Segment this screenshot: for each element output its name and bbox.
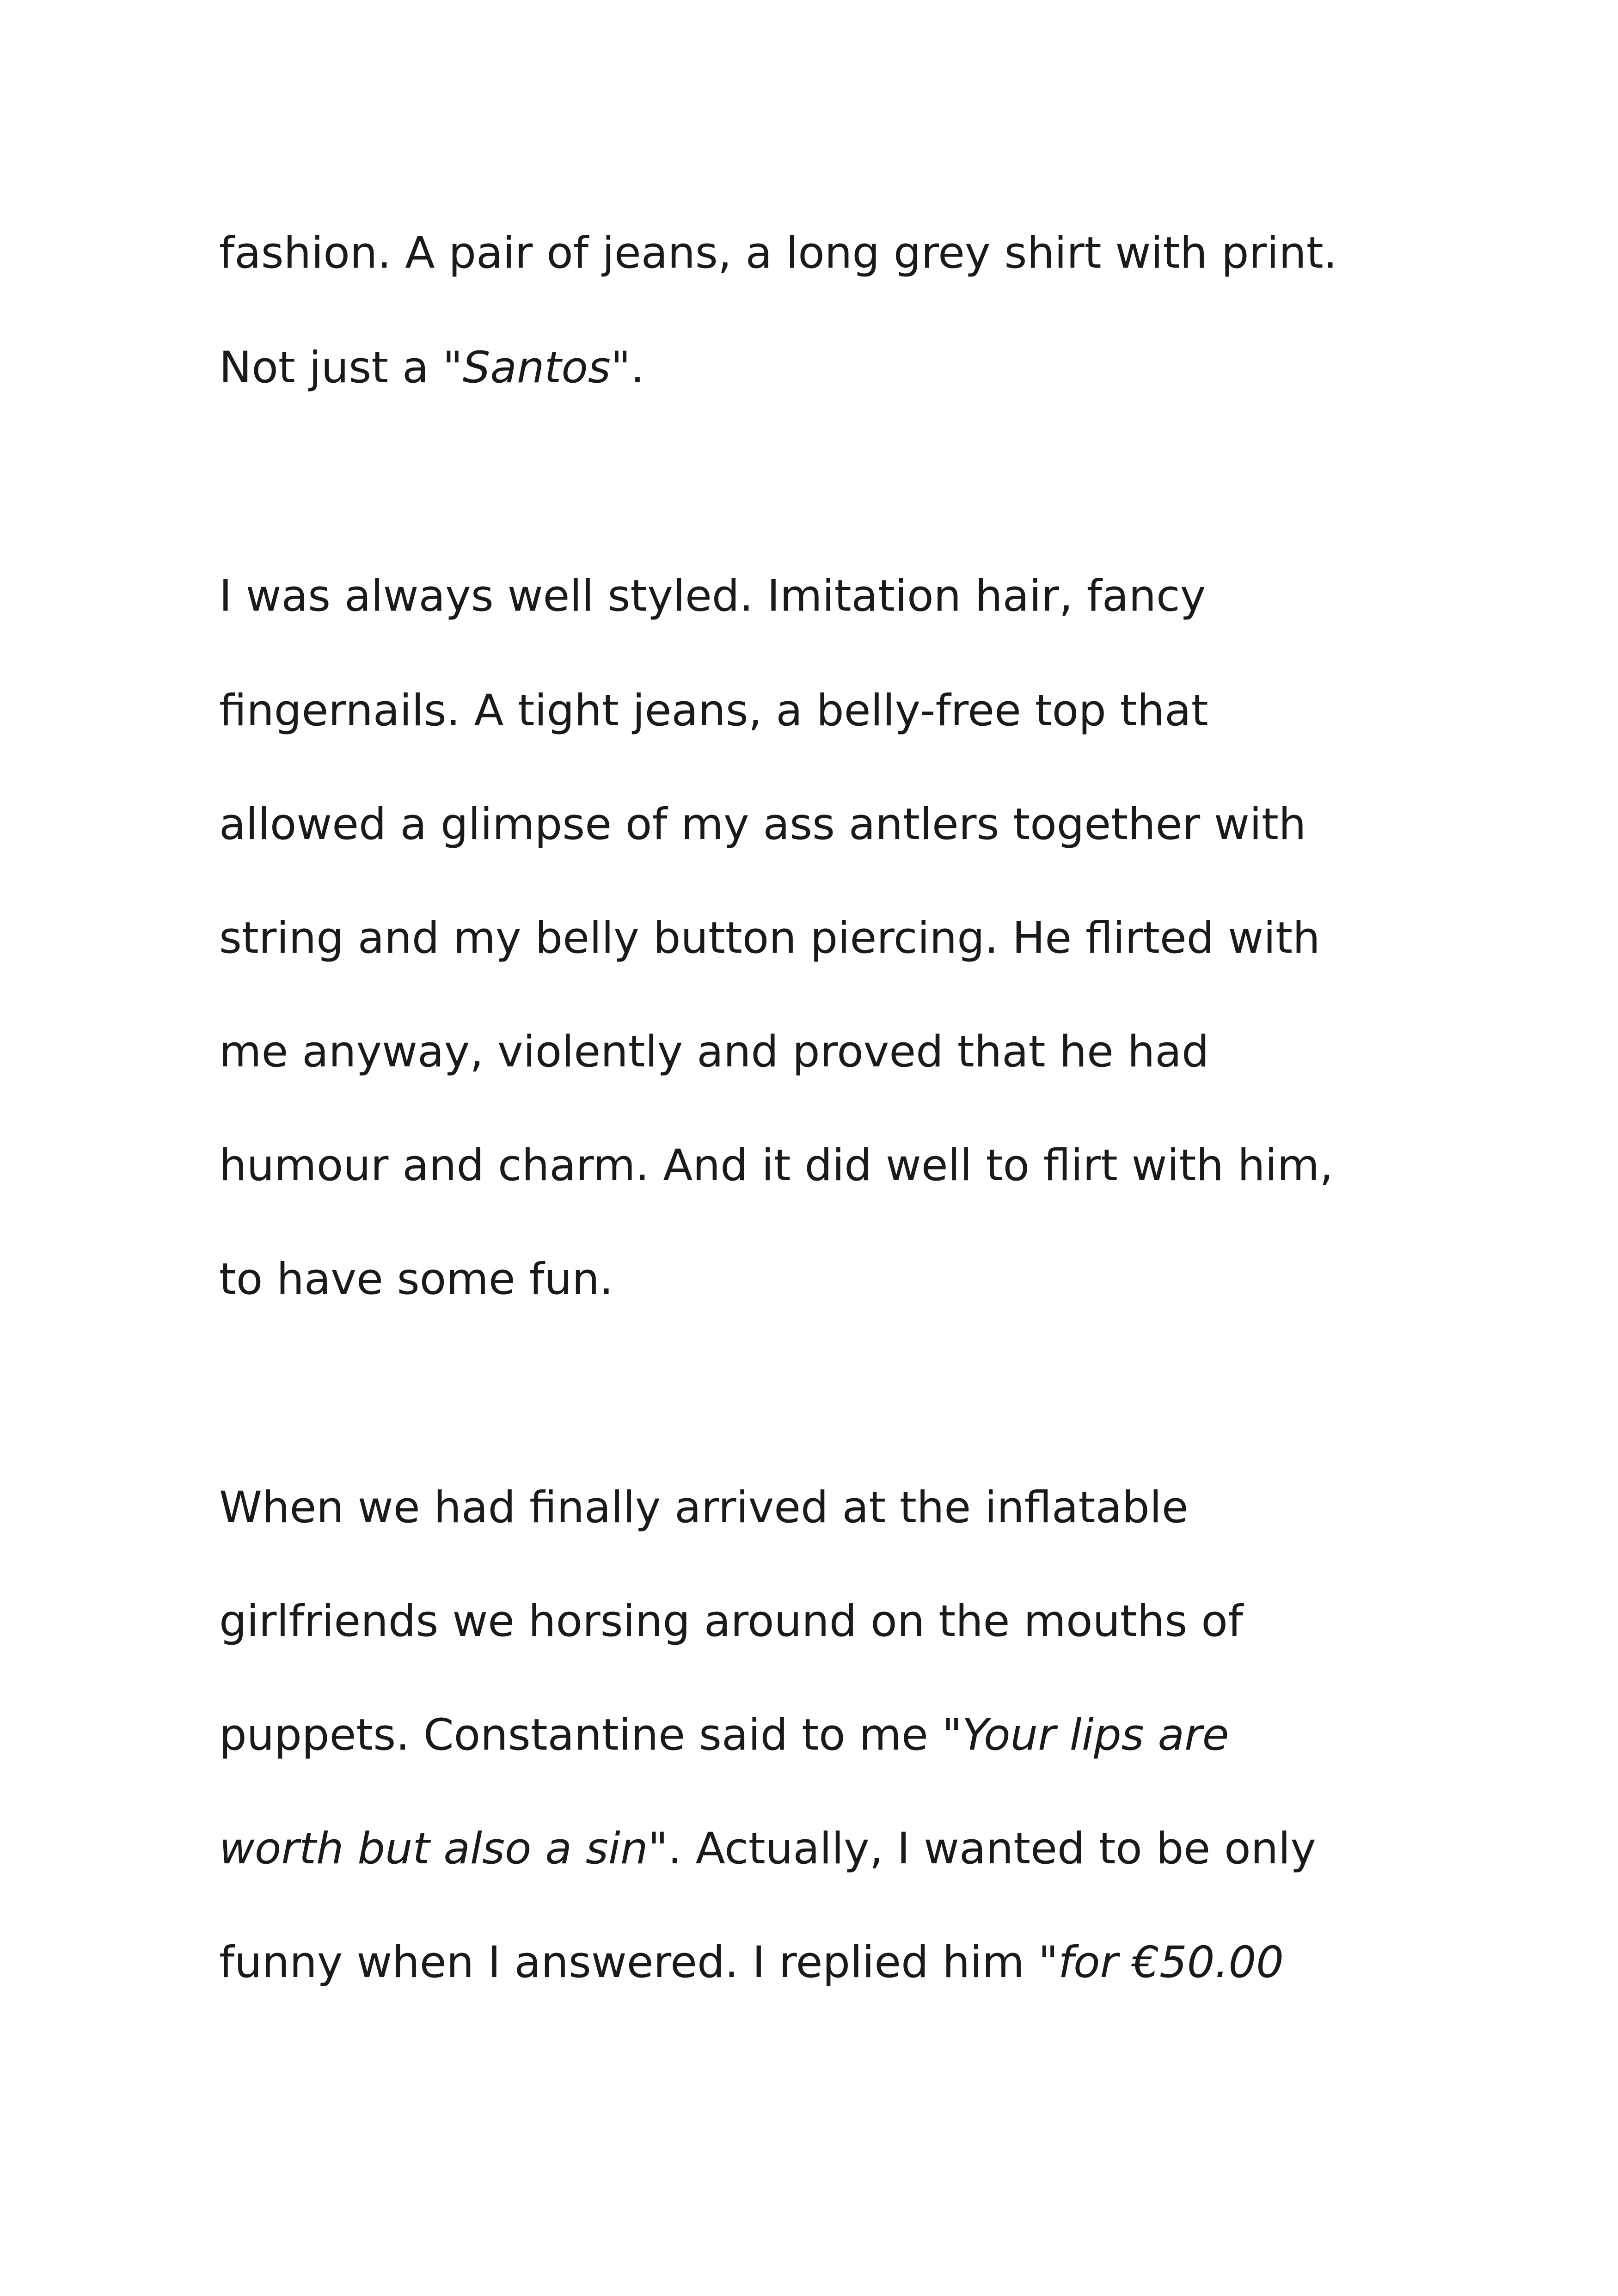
text-line: fingernails. A tight jeans, a belly-free top that [219,686,1208,736]
text-line: fashion. A pair of jeans, a long grey shirt with print. [219,228,1337,278]
italic-text: Santos [462,343,611,393]
text-line: Not just a "Santos". [219,343,644,393]
text-line: When we had finally arrived at the inflatable [219,1482,1189,1533]
italic-text: "for €50.00 [1038,1937,1284,1988]
text-line: me anyway, violently and proved that he had [219,1027,1209,1077]
text-line: worth but also a sin". Actually, I wanted to be only [219,1824,1316,1874]
text-line: to have some fun. [219,1254,613,1304]
italic-text: worth but also a sin [219,1824,648,1874]
text-line: funny when I answered. I replied him "for €50.00 [219,1937,1284,1988]
italic-text: "Your lips are [942,1710,1229,1760]
text-line: humour and charm. And it did well to flirt with him, [219,1140,1334,1191]
text-line: allowed a glimpse of my ass antlers together with [219,799,1306,850]
text-line: I was always well styled. Imitation hair, fancy [219,571,1206,621]
text-line: puppets. Constantine said to me "Your lips are [219,1710,1229,1760]
text-line: string and my belly button piercing. He flirted with [219,913,1320,963]
text-line: girlfriends we horsing around on the mouths of [219,1596,1243,1647]
